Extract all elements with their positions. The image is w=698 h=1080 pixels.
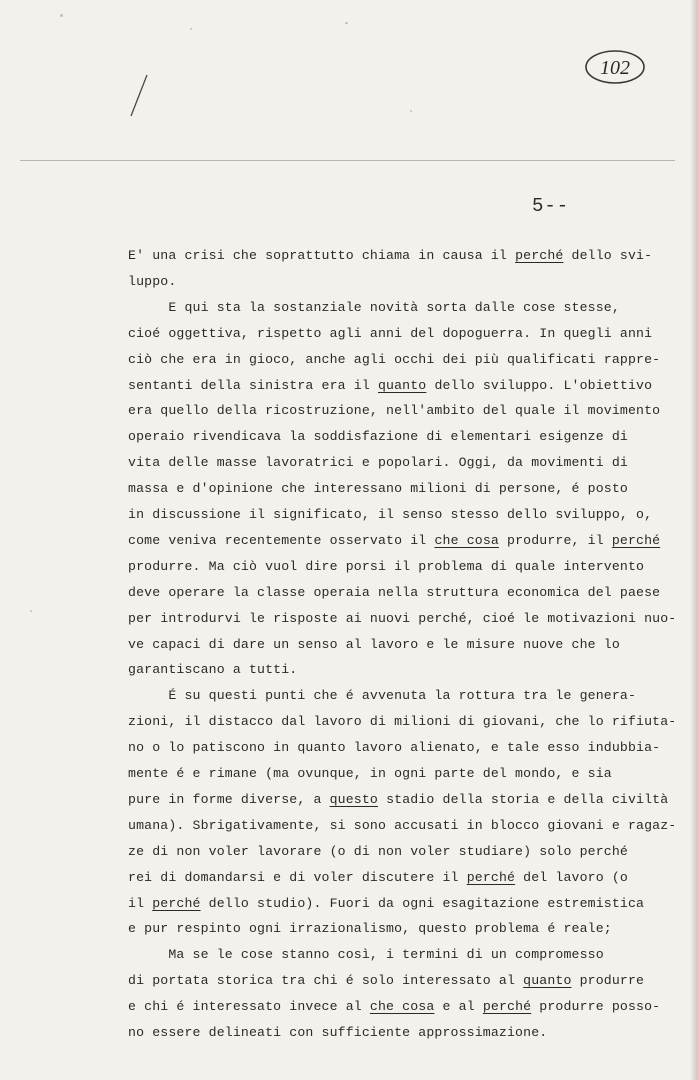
- scan-speck: [190, 28, 192, 30]
- text-line: [128, 896, 644, 911]
- text-segment: dello svi-: [563, 248, 653, 263]
- text-segment: produrre: [571, 973, 645, 989]
- text-line: [128, 378, 652, 393]
- text-segment: mente é e rimane (ma ovunque, in ogni parte del mondo, e sia: [128, 766, 612, 781]
- pen-mark-icon: [125, 72, 155, 122]
- text-segment: E qui sta la sostanziale novità sorta dalle cose stesse,: [128, 299, 620, 315]
- text-segment: del lavoro (o: [515, 869, 628, 885]
- text-segment: no essere delineati con sufficiente approssimazione.: [128, 1025, 548, 1040]
- text-segment: cioé oggettiva, rispetto agli anni del dopoguerra. In quegli anni: [128, 325, 653, 341]
- text-line: [128, 248, 652, 263]
- text-segment: zioni, il distacco dal lavoro di milioni di giovani, che lo rifiuta-: [128, 714, 677, 730]
- text-line: [128, 947, 604, 962]
- text-line: [128, 792, 668, 807]
- fold-line: [20, 160, 675, 161]
- underlined-word: quanto: [377, 377, 427, 393]
- text-segment: produrre, il: [498, 532, 612, 548]
- text-line: [128, 533, 660, 548]
- text-segment: dello sviluppo. L'obiettivo: [426, 377, 653, 393]
- stamp-oval-icon: [583, 48, 647, 86]
- text-segment: Ma se le cose stanno così, i termini di un compromesso: [128, 947, 604, 963]
- scan-speck: [30, 610, 32, 612]
- text-line: [128, 455, 628, 470]
- text-segment: ciò che era in gioco, anche agli occhi dei più qualificati rappre-: [128, 351, 661, 367]
- text-line: [128, 559, 644, 574]
- text-segment: e chi é interessato invece al: [128, 999, 370, 1015]
- text-line: [128, 740, 660, 755]
- text-segment: produrre posso-: [531, 999, 661, 1015]
- text-segment: ve capaci di dare un senso al lavoro e le misure nuove che lo: [128, 636, 620, 652]
- text-segment: deve operare la classe operaia nella struttura economica del paese: [128, 584, 661, 600]
- text-segment: come veniva recentemente osservato il: [128, 532, 435, 548]
- text-segment: vita delle masse lavoratrici e popolari. Oggi, da movimenti di: [128, 455, 628, 471]
- text-line: [128, 921, 612, 936]
- underlined-word: perché: [611, 532, 661, 548]
- text-line: [128, 403, 660, 418]
- text-segment: rei di domandarsi e di voler discutere il: [128, 869, 467, 885]
- page-edge-shadow: [690, 0, 698, 1080]
- text-segment: massa e d'opinione che interessano milioni di persone, é posto: [128, 481, 628, 497]
- text-line: [128, 973, 644, 988]
- text-segment: E' una crisi che soprattutto chiama in causa il: [128, 248, 516, 263]
- text-line: [128, 1025, 547, 1040]
- text-line: [128, 585, 660, 600]
- text-line: [128, 844, 628, 859]
- text-segment: operaio rivendicava la soddisfazione di elementari esigenze di: [128, 429, 628, 445]
- text-segment: produrre. Ma ciò vuol dire porsi il problema di quale intervento: [128, 558, 645, 574]
- text-line: [128, 507, 652, 522]
- text-line: [128, 688, 636, 703]
- stamp-label: 102: [600, 57, 630, 79]
- underlined-word: perché: [466, 869, 516, 885]
- text-line: [128, 999, 660, 1014]
- underlined-word: perché: [152, 895, 201, 911]
- underlined-word: che cosa: [369, 999, 435, 1015]
- scan-speck: [410, 110, 412, 112]
- text-segment: luppo.: [128, 273, 177, 289]
- text-line: [128, 274, 176, 289]
- text-line: [128, 637, 620, 652]
- handwritten-page-stamp: [583, 48, 647, 86]
- underlined-word: questo: [329, 791, 378, 807]
- text-line: [128, 300, 620, 315]
- text-segment: e al: [434, 999, 483, 1015]
- text-segment: dello studio). Fuori da ogni esagitazione estremistica: [200, 895, 645, 911]
- text-segment: É su questi punti che é avvenuta la rottura tra le genera-: [128, 688, 637, 704]
- scan-speck: [60, 14, 63, 17]
- text-segment: no o lo patiscono in quanto lavoro alienato, e tale esso indubbia-: [128, 740, 661, 756]
- underlined-word: quanto: [523, 973, 572, 989]
- text-line: [128, 870, 628, 885]
- text-segment: il: [128, 895, 153, 911]
- text-segment: in discussione il significato, il senso stesso dello sviluppo, o,: [128, 507, 653, 522]
- text-segment: pure in forme diverse, a: [128, 791, 330, 807]
- text-segment: sentanti della sinistra era il: [128, 377, 378, 393]
- text-line: [128, 714, 676, 729]
- page-number: 5--: [532, 195, 570, 217]
- text-segment: per introdurvi le risposte ai nuovi perché, cioé le motivazioni nuo-: [128, 610, 677, 626]
- text-line: [128, 766, 612, 781]
- text-line: [128, 818, 676, 833]
- text-segment: di portata storica tra chi é solo interessato al: [128, 973, 524, 989]
- text-line: [128, 611, 676, 626]
- text-segment: garantiscano a tutti.: [128, 662, 298, 678]
- text-line: [128, 662, 297, 677]
- text-line: [128, 352, 660, 367]
- text-segment: ze di non voler lavorare (o di non voler studiare) solo perché: [128, 843, 628, 859]
- underlined-word: perché: [515, 248, 564, 263]
- text-line: [128, 481, 628, 496]
- text-segment: stadio della storia e della civiltà: [378, 791, 669, 807]
- text-segment: e pur respinto ogni irrazionalismo, questo problema é reale;: [128, 921, 612, 937]
- text-segment: umana). Sbrigativamente, si sono accusati in blocco giovani e ragaz-: [128, 817, 677, 833]
- scan-speck: [345, 22, 348, 24]
- text-line: [128, 326, 652, 341]
- text-segment: era quello della ricostruzione, nell'ambito del quale il movimento: [128, 403, 661, 419]
- underlined-word: che cosa: [434, 532, 499, 548]
- text-line: [128, 429, 628, 444]
- underlined-word: perché: [482, 999, 532, 1015]
